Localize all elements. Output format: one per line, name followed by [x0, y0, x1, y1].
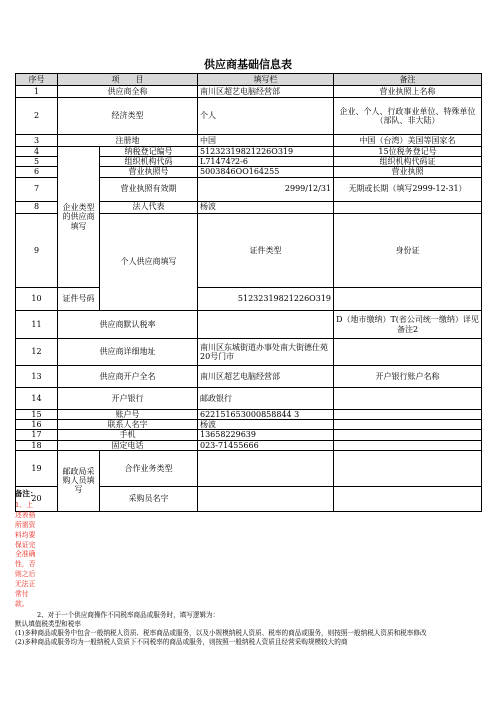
row-fill-value[interactable]: 南川区东城街道办事处南大街德仕苑20号门市 [198, 339, 334, 366]
table-row [16, 135, 482, 147]
group-label-postal: 邮政局采购人员填写 [58, 450, 100, 511]
row-note: 企业、个人、行政事业单位、特殊单位（部队、非大陆） [334, 98, 482, 135]
remark-2: 2、对于一个供应商操作不同税率商品或服务时，填写逻辑为： [37, 611, 220, 620]
row-item: 注册地 [58, 135, 198, 147]
row-fill-value[interactable]: 51232319821226O319 [198, 147, 334, 157]
row-note [334, 430, 482, 440]
row-item: 经济类型 [58, 98, 198, 135]
row-fill-value[interactable]: 13658229639 [198, 430, 334, 440]
row-note: 组织机构代码证 [334, 157, 482, 167]
row-item: 证件类型 [198, 213, 334, 288]
row-note [334, 410, 482, 420]
header-seq: 序号 [16, 74, 58, 86]
row-fill-value[interactable] [198, 450, 334, 486]
table-row [16, 440, 482, 450]
row-note [334, 339, 482, 366]
row-number: 9 [16, 213, 58, 288]
row-fill-value[interactable]: 身份证 [334, 213, 482, 288]
header-item: 项 目 [58, 74, 198, 86]
row-fill-value[interactable]: 个人 [198, 98, 334, 135]
row-fill-value[interactable]: 622151653000858844 3 [198, 410, 334, 420]
remarks-section [15, 489, 485, 647]
table-row [16, 420, 482, 430]
row-item: 组织机构代码 [100, 157, 198, 167]
row-number: 20 [16, 486, 58, 511]
row-item: 采购员名字 [100, 486, 198, 511]
row-note: D（地市缴纳）T(省公司统一缴纳）详见备注2 [334, 311, 482, 339]
row-item: 供应商全称 [58, 86, 198, 98]
row-number: 16 [16, 420, 58, 430]
row-item: 法人代表 [100, 201, 198, 213]
group-label-personal: 个人供应商填写 [100, 213, 198, 311]
table-header-row [16, 74, 482, 86]
row-note [334, 440, 482, 450]
row-number: 14 [16, 388, 58, 410]
table-row [16, 388, 482, 410]
table-row [16, 410, 482, 420]
row-number: 18 [16, 440, 58, 450]
row-note [334, 388, 482, 410]
row-item: 营业执照号 [100, 167, 198, 177]
row-fill-value[interactable]: 2999/12/31 [198, 177, 334, 201]
row-item: 手机 [58, 430, 198, 440]
row-fill-value[interactable]: 杨波 [198, 420, 334, 430]
row-note: 开户银行账户名称 [334, 366, 482, 388]
row-fill-value[interactable]: 中国 [198, 135, 334, 147]
row-number: 11 [16, 311, 58, 339]
row-number: 19 [16, 450, 58, 486]
row-note [334, 288, 482, 311]
row-item: 纳税登记编号 [100, 147, 198, 157]
row-fill-value[interactable]: L71474?2-6 [198, 157, 334, 167]
remark-rule-2: (2)多种商品或服务均为一般纳税人资质下不同税率的商品或服务，则按照一般纳税人资质且经营采购规模较大的商 [15, 638, 348, 647]
table-row [16, 98, 482, 135]
table-row [16, 366, 482, 388]
header-fill: 填写栏 [198, 74, 334, 86]
row-number: 12 [16, 339, 58, 366]
form-title: 供应商基础信息表 [204, 58, 292, 71]
row-number: 10 [16, 288, 58, 311]
row-item: 证件号码 [58, 288, 100, 311]
row-number: 8 [16, 201, 58, 213]
row-note: 中国（台湾）美国等国家名 [334, 135, 482, 147]
row-note [334, 420, 482, 430]
row-item: 营业执照有效期 [100, 177, 198, 201]
row-note [334, 201, 482, 213]
row-item: 供应商默认税率 [58, 311, 198, 339]
header-note: 备注 [334, 74, 482, 86]
row-note: 营业执照 [334, 167, 482, 177]
row-fill-value[interactable]: 51232319821226O319 [198, 288, 334, 311]
row-number: 17 [16, 430, 58, 440]
row-number: 6 [16, 167, 58, 177]
row-note: 15位税务登记号 [334, 147, 482, 157]
row-number: 15 [16, 410, 58, 420]
row-item: 开户银行 [58, 388, 198, 410]
row-fill-value[interactable]: 南川区超艺电脑经营部 [198, 86, 334, 98]
row-fill-value[interactable]: 杨波 [198, 201, 334, 213]
table-row [16, 86, 482, 98]
row-item: 供应商详细地址 [58, 339, 198, 366]
group-label-enterprise: 企业类型的供应商填写 [58, 147, 100, 288]
row-fill-value[interactable]: 南川区超艺电脑经营部 [198, 366, 334, 388]
table-row [16, 430, 482, 440]
table-row [16, 450, 482, 486]
row-fill-value[interactable]: 5003846OO164255 [198, 167, 334, 177]
supplier-info-table [15, 73, 482, 512]
row-number: 5 [16, 157, 58, 167]
remarks-title: 备注： [15, 489, 38, 498]
row-number: 3 [16, 135, 58, 147]
row-note: 无期或长期（填写2999-12-31） [334, 177, 482, 201]
row-number: 4 [16, 147, 58, 157]
table-row [16, 339, 482, 366]
row-note: 营业执照上名称 [334, 86, 482, 98]
row-note [334, 450, 482, 486]
remark-rule-1: (1)多种商品或服务中包含一般纳税人资质、税率商品或服务，以及小规模纳税人资质、税率的商品或服务，则按照一般纳税人资质和税率修改 [15, 629, 427, 638]
row-fill-value[interactable]: 邮政银行 [198, 388, 334, 410]
row-number: 1 [16, 86, 58, 98]
row-fill-value[interactable]: 023-71455666 [198, 440, 334, 450]
row-number: 13 [16, 366, 58, 388]
remark-default-tax: 默认填值税类型和税率 [15, 620, 81, 629]
table-row [16, 147, 482, 157]
row-item: 账户号 [58, 410, 198, 420]
table-row [16, 311, 482, 339]
table-row [16, 288, 482, 311]
row-number: 2 [16, 98, 58, 135]
remark-1: 1、上述表格所需资料均要保证完全准确性，否则之后无法正常付款。 [15, 501, 36, 608]
row-fill-value[interactable] [198, 311, 334, 339]
row-item: 固定电话 [58, 440, 198, 450]
row-number: 7 [16, 177, 58, 201]
row-item: 供应商开户全名 [58, 366, 198, 388]
row-item: 合作业务类型 [100, 450, 198, 486]
row-item: 联系人名字 [58, 420, 198, 430]
